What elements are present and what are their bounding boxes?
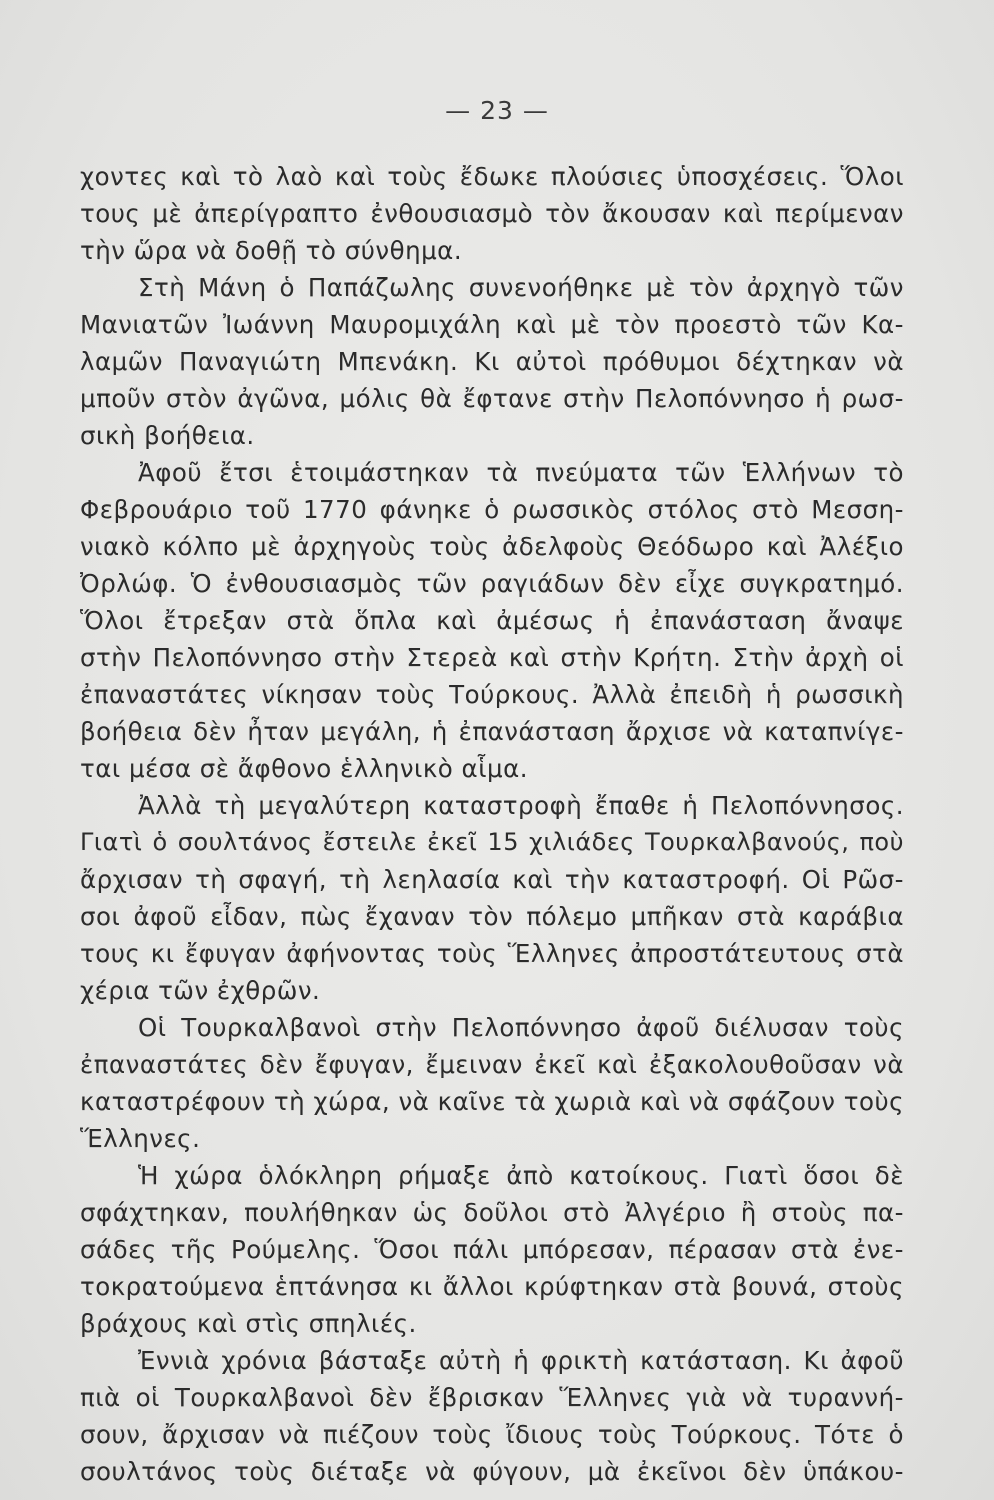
text-line: τους μὲ ἀπερίγραπτο ἐνθουσιασμὸ τὸν ἄκουσαν καὶ περίμεναν: [80, 199, 904, 228]
page-number: — 23 —: [445, 96, 549, 125]
text-line: στὴν Πελοπόννησο στὴν Στερεὰ καὶ στὴν Κρήτη. Στὴν ἀρχὴ οἱ: [80, 643, 904, 672]
text-line: σοι ἀφοῦ εἶδαν, πὼς ἔχαναν τὸν πόλεμο μπῆκαν στὰ καράβια: [80, 902, 904, 931]
text-line: ἐπαναστάτες δὲν ἔφυγαν, ἔμειναν ἐκεῖ καὶ ἐξακολουθοῦσαν νὰ: [80, 1050, 904, 1079]
text-line: λαμῶν Παναγιώτη Μπενάκη. Κι αὐτοὶ πρόθυμοι δέχτηκαν νὰ: [80, 347, 904, 376]
text-line: σφάχτηκαν, πουλήθηκαν ὡς δοῦλοι στὸ Ἀλγέριο ἢ στοὺς πα-: [80, 1198, 904, 1227]
text-line: Ἕλληνες.: [80, 1124, 201, 1153]
text-line: Μανιατῶν Ἰωάννη Μαυρομιχάλη καὶ μὲ τὸν προεστὸ τῶν Κα-: [80, 310, 904, 339]
body-text: [80, 158, 904, 1490]
text-line: σικὴ βοήθεια.: [80, 421, 255, 450]
text-line: πιὰ οἱ Τουρκαλβανοὶ δὲν ἔβρισκαν Ἕλληνες γιὰ νὰ τυραννή-: [80, 1383, 904, 1412]
text-line: ἐπαναστάτες νίκησαν τοὺς Τούρκους. Ἀλλὰ ἐπειδὴ ἡ ρωσσικὴ: [80, 680, 904, 709]
text-line: νιακὸ κόλπο μὲ ἀρχηγοὺς τοὺς ἀδελφοὺς Θεόδωρο καὶ Ἀλέξιο: [80, 532, 904, 561]
text-line: Ἀφοῦ ἔτσι ἑτοιμάστηκαν τὰ πνεύματα τῶν Ἑλλήνων τὸ: [138, 458, 904, 487]
text-line: Ἀλλὰ τὴ μεγαλύτερη καταστροφὴ ἔπαθε ἡ Πελοπόννησος.: [138, 791, 904, 820]
text-line: βράχους καὶ στὶς σπηλιές.: [80, 1309, 417, 1338]
text-line: τοκρατούμενα ἑπτάνησα κι ἄλλοι κρύφτηκαν στὰ βουνά, στοὺς: [80, 1272, 904, 1301]
text-line: Στὴ Μάνη ὁ Παπάζωλης συνενοήθηκε μὲ τὸν ἀρχηγὸ τῶν: [138, 273, 904, 302]
text-line: Ἐννιὰ χρόνια βάσταξε αὐτὴ ἡ φρικτὴ κατάσταση. Κι ἀφοῦ: [138, 1346, 904, 1375]
text-line: ται μέσα σὲ ἄφθονο ἑλληνικὸ αἷμα.: [80, 754, 529, 783]
text-line: τὴν ὥρα νὰ δοθῇ τὸ σύνθημα.: [80, 236, 463, 265]
text-line: χέρια τῶν ἐχθρῶν.: [80, 976, 321, 1005]
text-line: ἄρχισαν τὴ σφαγή, τὴ λεηλασία καὶ τὴν καταστροφή. Οἱ Ρῶσ-: [80, 865, 904, 894]
text-line: Ὀρλώφ. Ὁ ἐνθουσιασμὸς τῶν ραγιάδων δὲν εἶχε συγκρατημό.: [80, 569, 904, 598]
text-line: Γιατὶ ὁ σουλτάνος ἔστειλε ἐκεῖ 15 χιλιάδες Τουρκαλβανούς, ποὺ: [80, 828, 904, 856]
text-line: Οἱ Τουρκαλβανοὶ στὴν Πελοπόννησο ἀφοῦ διέλυσαν τοὺς: [138, 1013, 904, 1042]
text-line: Ἡ χώρα ὁλόκληρη ρήμαξε ἀπὸ κατοίκους. Γιατὶ ὅσοι δὲ: [138, 1161, 904, 1190]
text-line: καταστρέφουν τὴ χώρα, νὰ καῖνε τὰ χωριὰ καὶ νὰ σφάζουν τοὺς: [80, 1087, 904, 1116]
text-line: Ὅλοι ἔτρεξαν στὰ ὅπλα καὶ ἀμέσως ἡ ἐπανάσταση ἄναψε: [80, 606, 904, 635]
text-line: σουν, ἄρχισαν νὰ πιέζουν τοὺς ἴδιους τοὺς Τούρκους. Τότε ὁ: [80, 1420, 904, 1449]
text-line: Φεβρουάριο τοῦ 1770 φάνηκε ὁ ρωσσικὸς στόλος στὸ Μεσση-: [80, 495, 904, 524]
text-line: τους κι ἔφυγαν ἀφήνοντας τοὺς Ἕλληνες ἀπροστάτευτους στὰ: [80, 939, 904, 968]
text-line: χοντες καὶ τὸ λαὸ καὶ τοὺς ἔδωκε πλούσιες ὑποσχέσεις. Ὅλοι: [80, 162, 904, 191]
text-line: μποῦν στὸν ἀγῶνα, μόλις θὰ ἔφτανε στὴν Πελοπόννησο ἡ ρωσ-: [80, 384, 904, 413]
text-line: βοήθεια δὲν ἦταν μεγάλη, ἡ ἐπανάσταση ἄρχισε νὰ καταπνίγε-: [80, 717, 904, 746]
text-line: σουλτάνος τοὺς διέταξε νὰ φύγουν, μὰ ἐκεῖνοι δὲν ὑπάκου-: [80, 1457, 904, 1486]
text-line: σάδες τῆς Ρούμελης. Ὅσοι πάλι μπόρεσαν, πέρασαν στὰ ἐνε-: [80, 1235, 904, 1264]
